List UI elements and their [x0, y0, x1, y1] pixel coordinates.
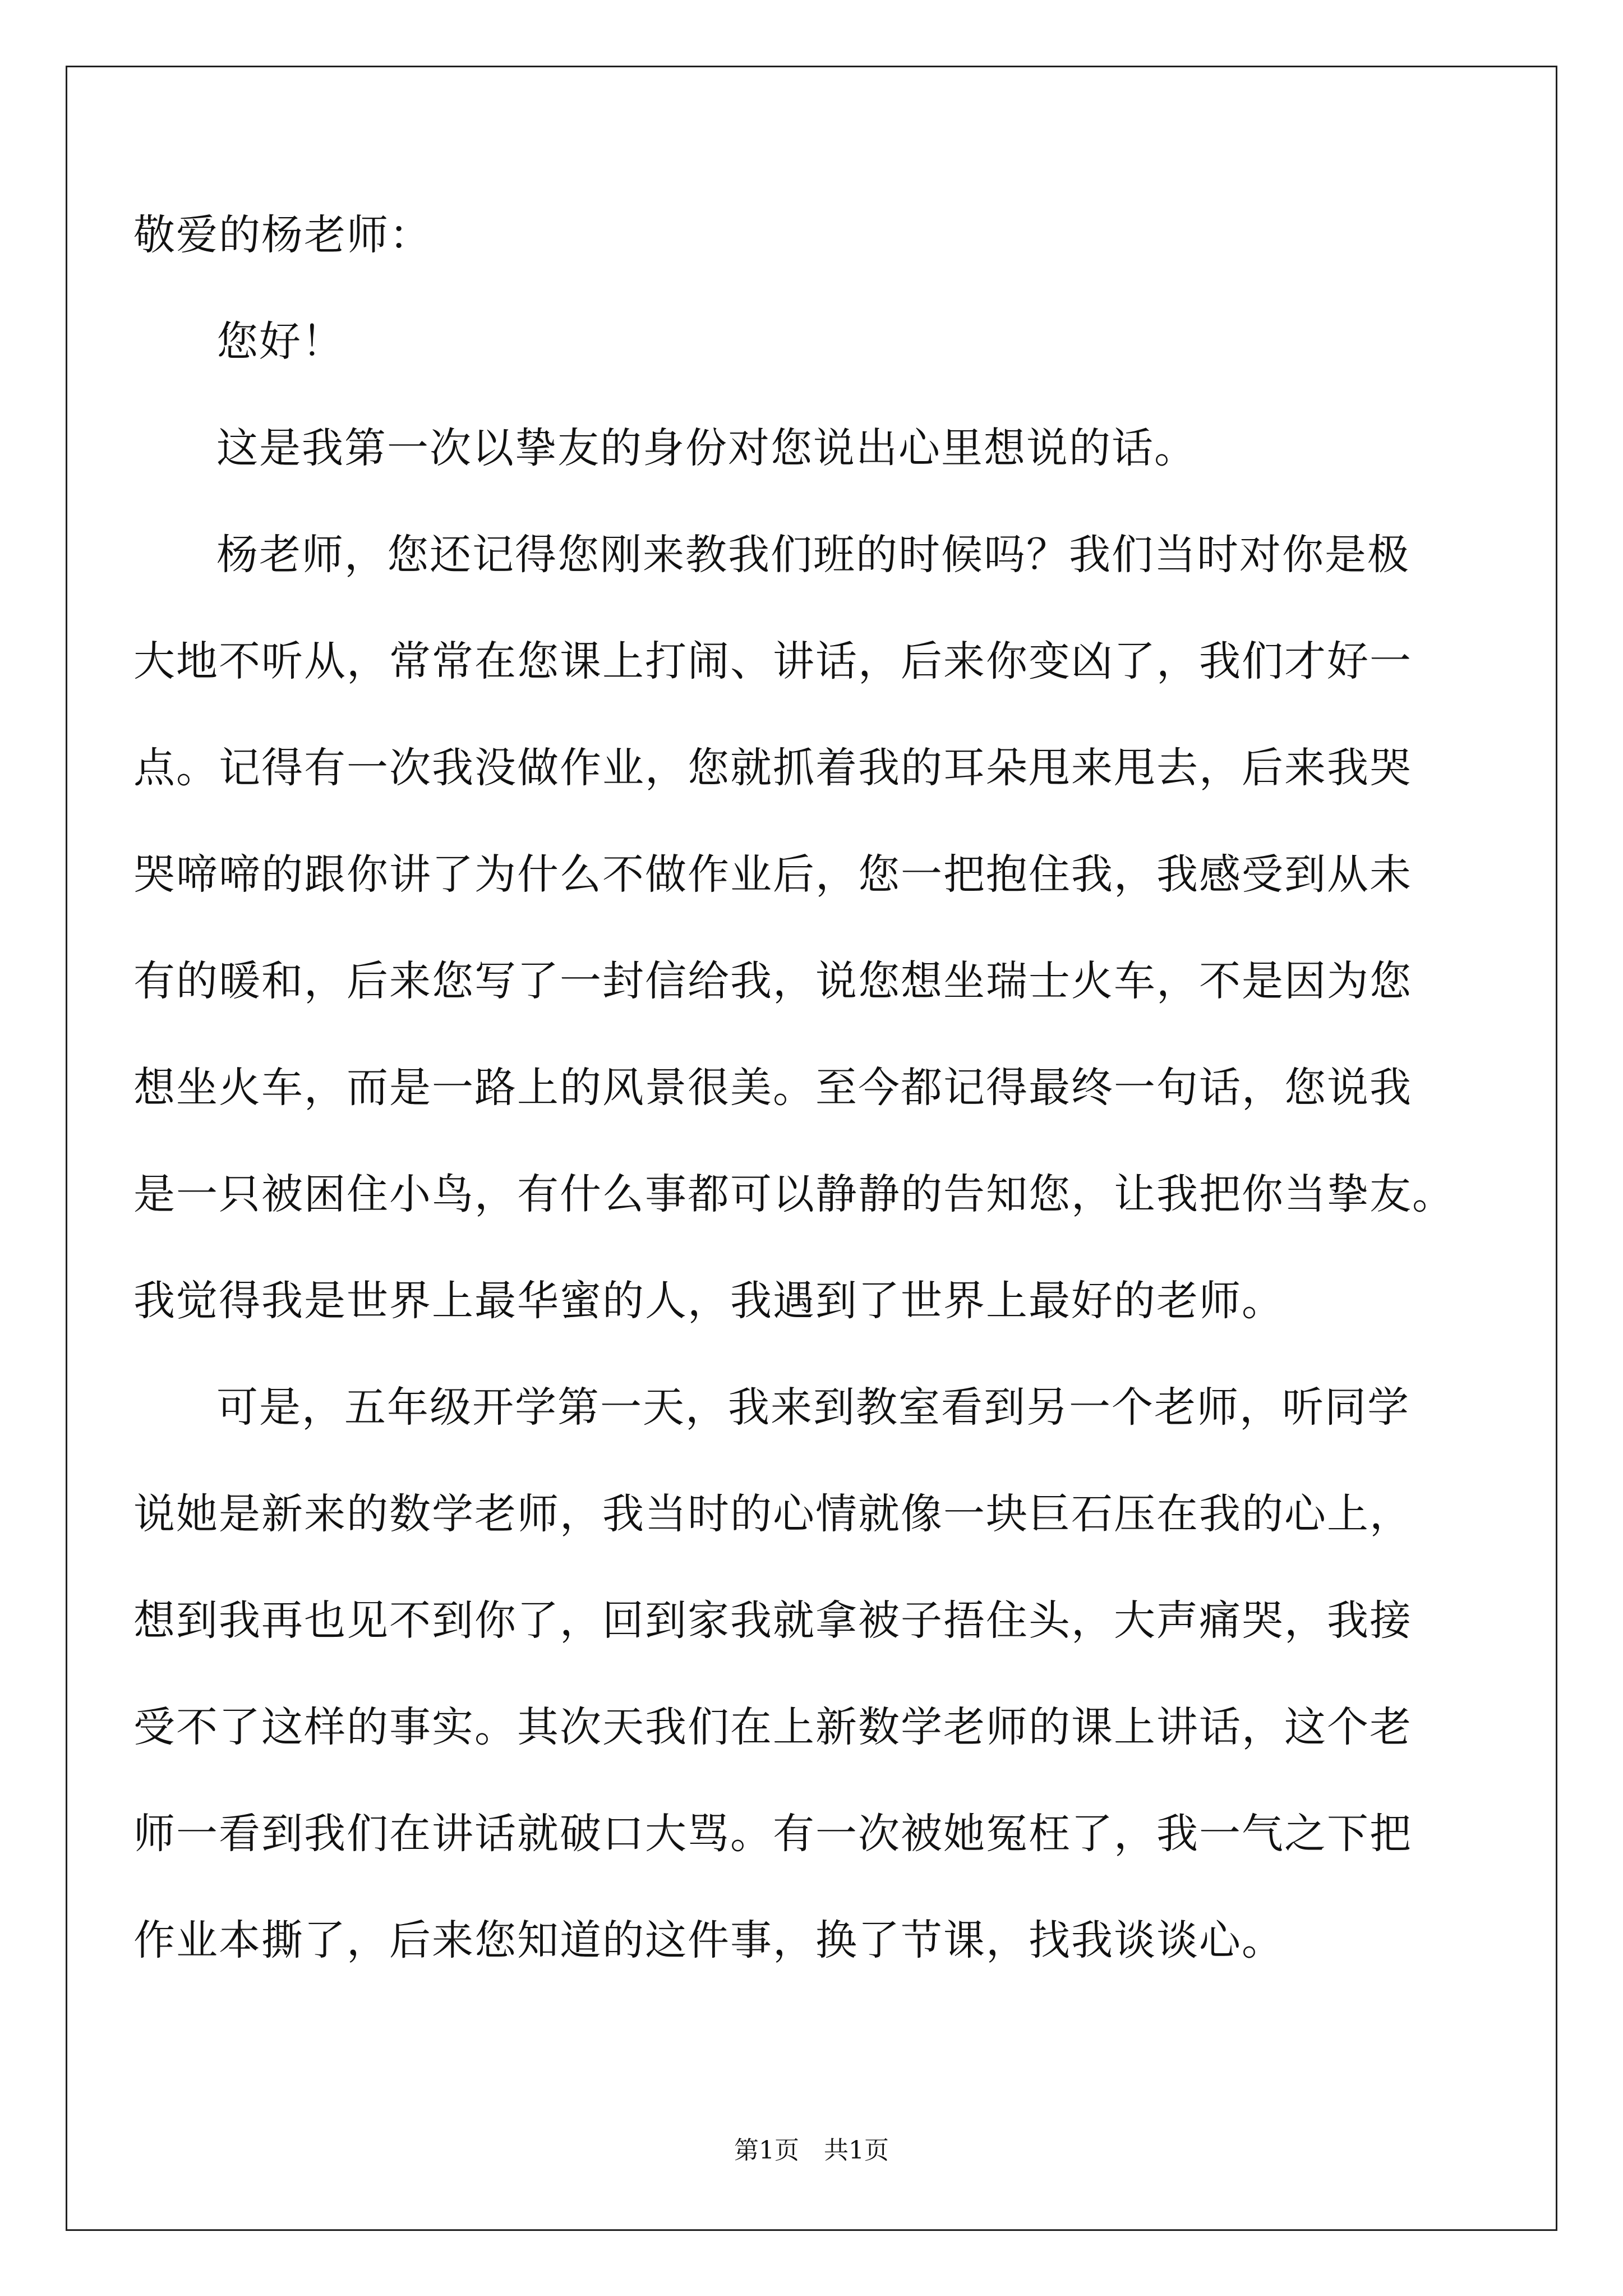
- paragraph-line: 想坐火车，而是一路上的风景很美。至今都记得最终一句话，您说我: [133, 1064, 1412, 1112]
- greeting-line: 敬爱的杨老师：: [133, 211, 432, 259]
- paragraph-line: 师一看到我们在讲话就破口大骂。有一次被她冤枉了，我一气之下把: [133, 1810, 1412, 1858]
- paragraph-line: 杨老师，您还记得您刚来教我们班的时候吗？我们当时对你是极: [216, 531, 1410, 579]
- paragraph-line: 是一只被困住小鸟，有什么事都可以静静的告知您，让我把你当挚友。: [133, 1170, 1455, 1218]
- paragraph-line: 受不了这样的事实。其次天我们在上新数学老师的课上讲话，这个老: [133, 1703, 1412, 1751]
- page-number-footer: 第1页 共1页: [734, 2136, 889, 2165]
- paragraph-line: 有的暖和，后来您写了一封信给我，说您想坐瑞士火车，不是因为您: [133, 957, 1412, 1005]
- paragraph-line: 可是，五年级开学第一天，我来到教室看到另一个老师，听同学: [216, 1383, 1410, 1432]
- salutation-line: 您好！: [216, 318, 344, 366]
- paragraph-line: 大地不听从，常常在您课上打闹、讲话，后来你变凶了，我们才好一: [133, 637, 1412, 685]
- paragraph-line: 我觉得我是世界上最华蜜的人，我遇到了世界上最好的老师。: [133, 1277, 1284, 1325]
- paragraph-line: 想到我再也见不到你了，回到家我就拿被子捂住头，大声痛哭，我接: [133, 1596, 1412, 1645]
- page-border: [66, 66, 1557, 2231]
- paragraph-line: 说她是新来的数学老师，我当时的心情就像一块巨石压在我的心上，: [133, 1490, 1412, 1538]
- paragraph-line: 作业本撕了，后来您知道的这件事，换了节课，找我谈谈心。: [133, 1916, 1284, 1964]
- paragraph-line: 点。记得有一次我没做作业，您就抓着我的耳朵甩来甩去，后来我哭: [133, 744, 1412, 792]
- paragraph-line: 这是我第一次以挚友的身份对您说出心里想说的话。: [216, 424, 1197, 472]
- paragraph-line: 哭啼啼的跟你讲了为什么不做作业后，您一把抱住我，我感受到从未: [133, 850, 1412, 899]
